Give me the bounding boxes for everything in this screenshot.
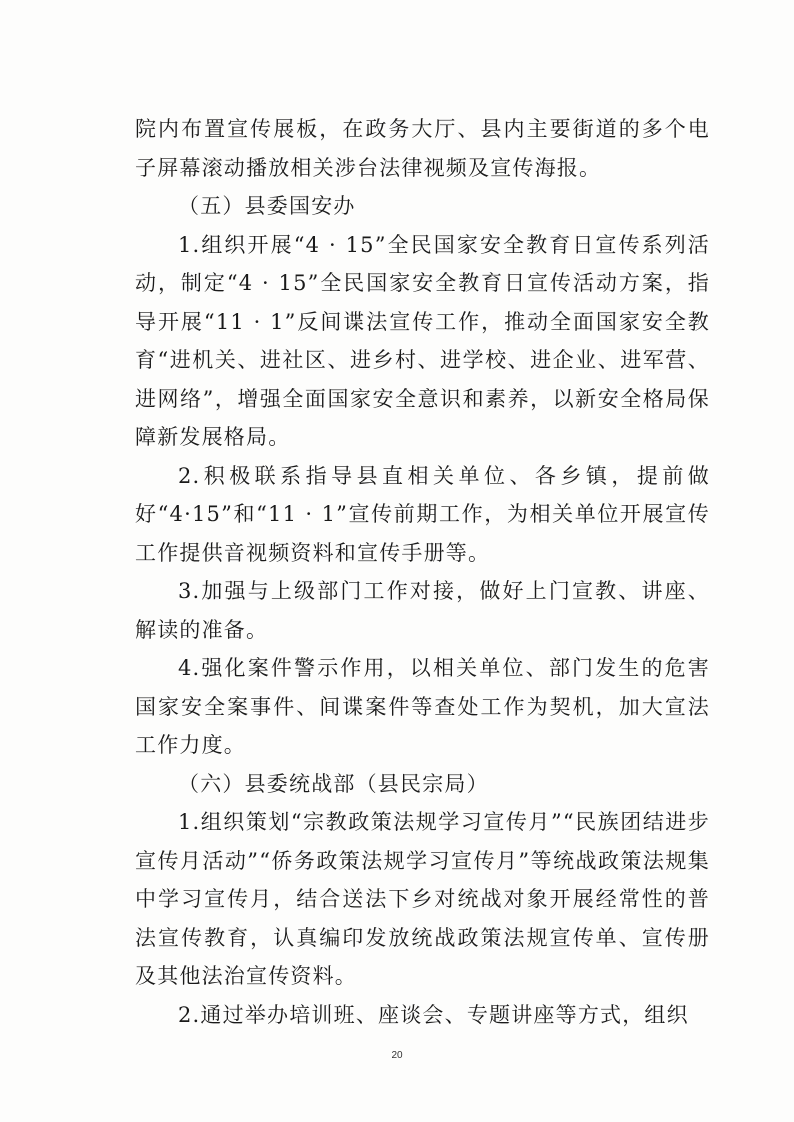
paragraph-item: 1.组织开展“4 · 15”全民国家安全教育日宣传系列活动，制定“4 · 15”全民国家安全教育日宣传活动方案，指导开展“11 · 1”反间谍法宣传工作，推动全面国家安全教育“进机关、进社区、进乡村、进学校、进企业、进军营、进网络”，增强全面国家安全意识和素养，以新安全格局保障新发展格局。 bbox=[135, 232, 710, 449]
section-heading-6: （六）县委统战部（县民宗局） bbox=[178, 771, 489, 796]
document-body bbox=[135, 110, 710, 1034]
paragraph-item: 2.积极联系指导县直相关单位、各乡镇，提前做好“4·15”和“11 · 1”宣传前期工作，为相关单位开展宣传工作提供音视频资料和宣传手册等。 bbox=[135, 463, 710, 565]
paragraph-item: 1.组织策划“宗教政策法规学习宣传月”“民族团结进步宣传月活动”“侨务政策法规学习宣传月”等统战政策法规集中学习宣传月，结合送法下乡对统战对象开展经常性的普法宣传教育，认真编印发放统战政策法规宣传单、宣传册及其他法治宣传资料。 bbox=[135, 810, 710, 988]
page-number: 20 bbox=[391, 1050, 403, 1061]
paragraph-item: 2.通过举办培训班、座谈会、专题讲座等方式，组织 bbox=[178, 1002, 689, 1027]
paragraph-item: 4.强化案件警示作用，以相关单位、部门发生的危害国家安全案事件、间谍案件等查处工作为契机，加大宣法工作力度。 bbox=[135, 656, 710, 757]
paragraph-continuation: 院内布置宣传展板，在政务大厅、县内主要街道的多个电子屏幕滚动播放相关涉台法律视频及宣传海报。 bbox=[135, 117, 710, 180]
section-heading-5: （五）县委国安办 bbox=[178, 194, 356, 218]
paragraph-item: 3.加强与上级部门工作对接，做好上门宣教、讲座、解读的准备。 bbox=[135, 579, 710, 642]
